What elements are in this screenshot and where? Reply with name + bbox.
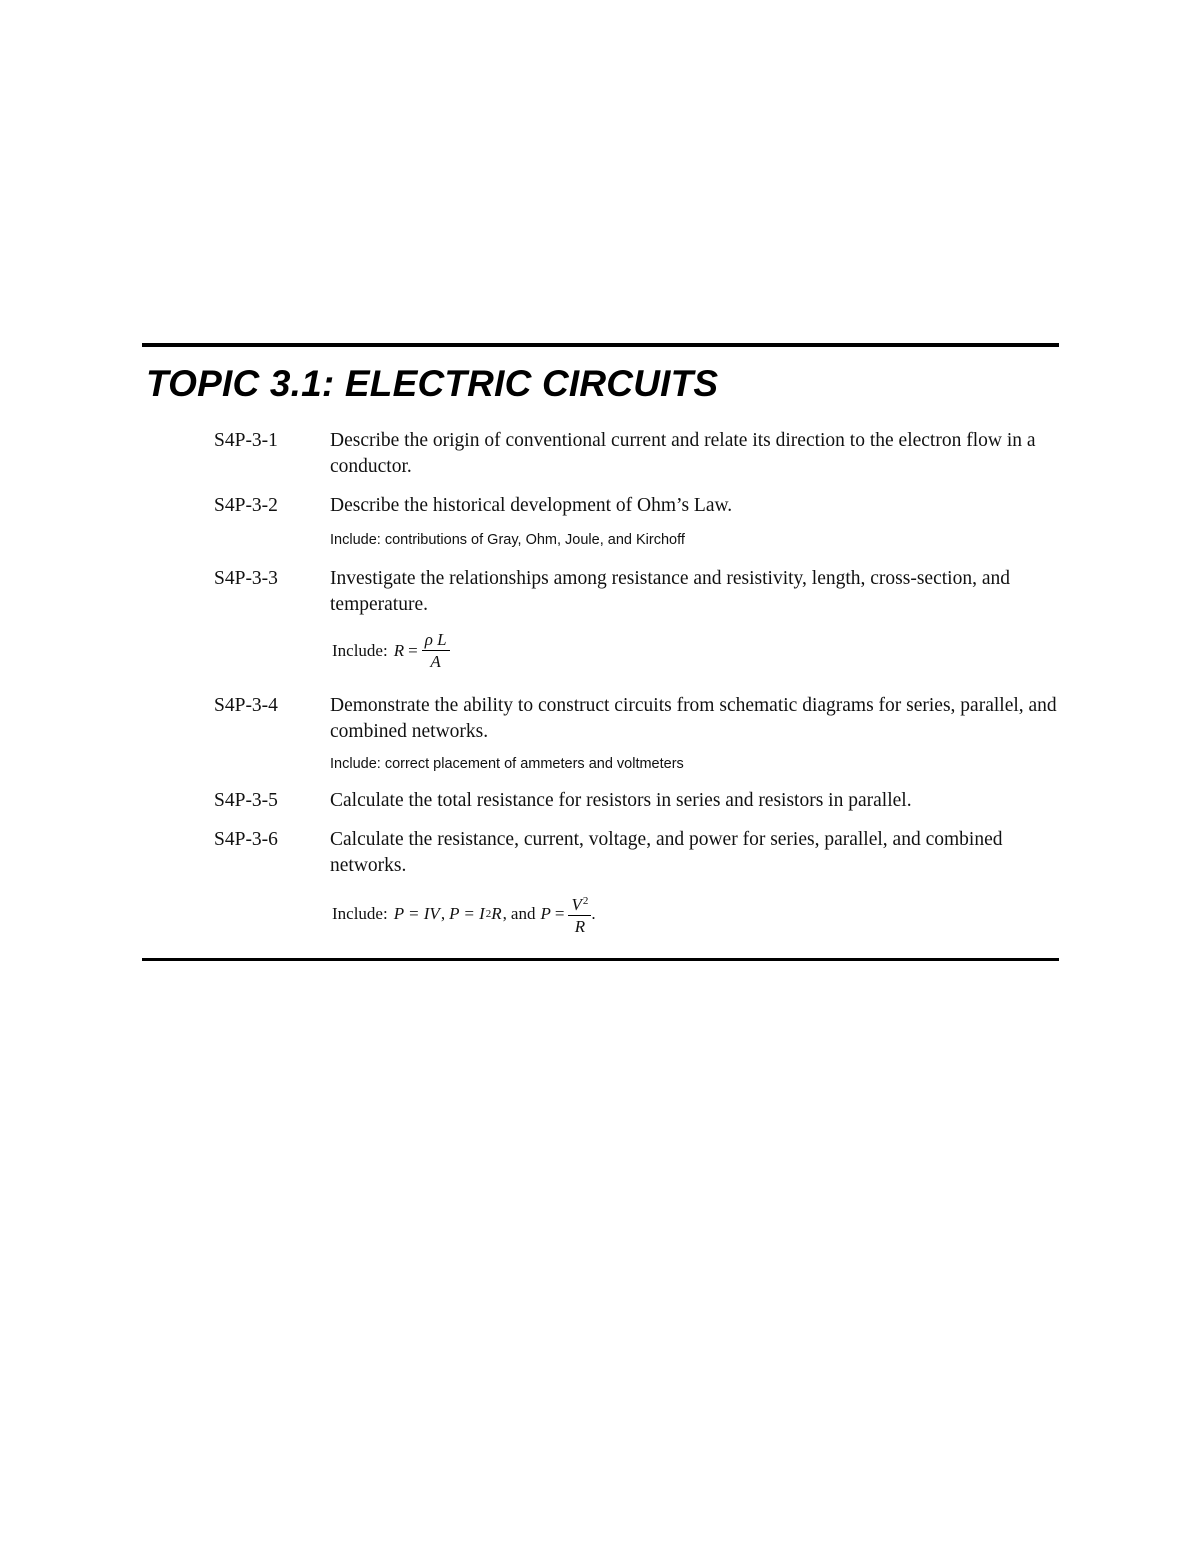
formula-p-iv: P = IV bbox=[393, 904, 440, 923]
formula-p-v2r-lhs: P bbox=[540, 904, 551, 923]
formula-p-i2r-rhs: R bbox=[491, 904, 502, 923]
fraction-numerator: $V^2$ bbox=[568, 892, 591, 916]
outcome-code: S4P-3-4 bbox=[214, 695, 278, 716]
outcome-text: Describe the historical development of Ohm’s Law. bbox=[330, 495, 733, 516]
include-label: Include: bbox=[332, 640, 388, 660]
exponent: 2 bbox=[582, 895, 589, 907]
outcome-code: S4P-3-5 bbox=[214, 790, 278, 811]
include-note: Include: contributions of Gray, Ohm, Joule, and Kirchoff bbox=[330, 532, 685, 548]
outcome-text: Investigate the relationships among resistance and resistivity, length, cross-section, and temperature. bbox=[330, 568, 1010, 615]
outcome-text: Calculate the total resistance for resistors in series and resistors in parallel. bbox=[330, 790, 912, 811]
formula-p-i2r-lhs: P = I bbox=[449, 904, 485, 923]
formula-equals: = bbox=[408, 640, 418, 660]
fraction-denominator: R bbox=[574, 917, 586, 936]
exponent: 2 bbox=[485, 908, 492, 920]
and-word: and bbox=[510, 904, 536, 923]
topic-title: TOPIC 3.1: ELECTRIC CIRCUITS bbox=[146, 363, 719, 404]
outcome-code: S4P-3-6 bbox=[214, 829, 278, 850]
include-label: Include: bbox=[332, 904, 388, 923]
formula-fraction bbox=[568, 892, 591, 936]
fraction-numerator: ρ L bbox=[422, 630, 450, 651]
outcome-code: S4P-3-3 bbox=[214, 568, 278, 589]
outcome-code: S4P-3-2 bbox=[214, 495, 278, 516]
formula-lhs: R bbox=[393, 640, 405, 660]
outcome-text: Describe the origin of conventional current and relate its direction to the electron flow in a conductor. bbox=[330, 430, 1036, 477]
include-note: Include: correct placement of ammeters and voltmeters bbox=[330, 756, 684, 772]
outcome-text: Calculate the resistance, current, voltage, and power for series, parallel, and combined networks. bbox=[330, 829, 1003, 876]
formula-fraction bbox=[422, 630, 450, 671]
bottom-divider bbox=[142, 958, 1059, 961]
top-divider bbox=[142, 343, 1059, 347]
outcome-text: Demonstrate the ability to construct circuits from schematic diagrams for series, parallel, and combined networks. bbox=[330, 695, 1057, 742]
formula-equals: = bbox=[554, 904, 565, 923]
fraction-denominator: A bbox=[430, 652, 441, 671]
outcome-code: S4P-3-1 bbox=[214, 430, 278, 451]
power-formulas: Include: P = IV , P = I 2 R , and P = $\frac{V^2}{R}$ . bbox=[332, 892, 596, 936]
resistivity-formula bbox=[332, 630, 450, 671]
formula-period: . bbox=[591, 904, 596, 923]
